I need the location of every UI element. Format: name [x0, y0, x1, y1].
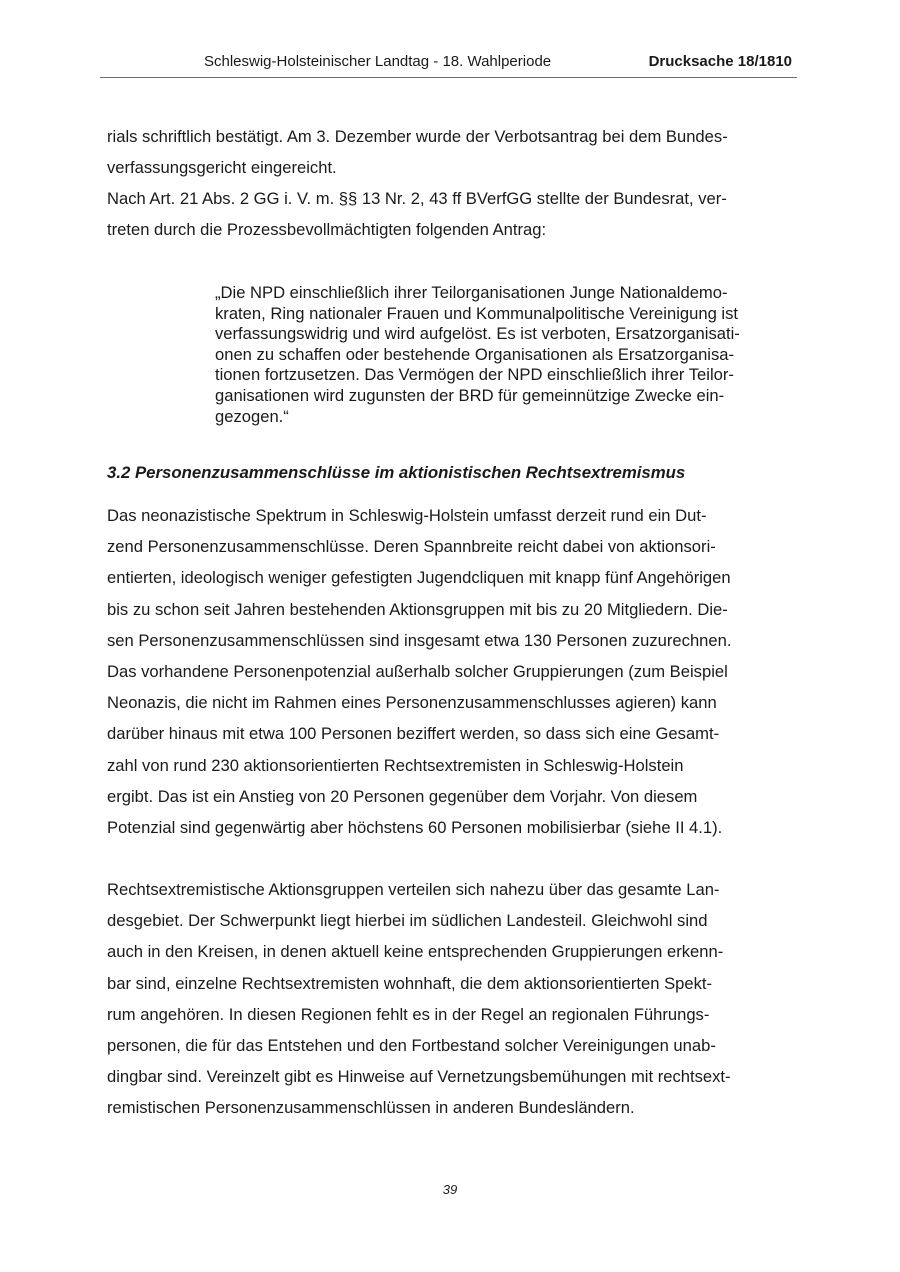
section-paragraph-1 [107, 500, 791, 843]
text-line: Nach Art. 21 Abs. 2 GG i. V. m. §§ 13 Nr. 2, 43 ff BVerfGG stellte der Bundesrat, ver- [107, 189, 727, 208]
text-line: treten durch die Prozessbevollmächtigten folgenden Antrag: [107, 220, 547, 240]
text-line: zahl von rund 230 aktionsorientierten Rechtsextremisten in Schleswig-Holstein [107, 755, 684, 775]
text-line: personen, die für das Entstehen und den Fortbestand solcher Vereinigungen unab- [107, 1036, 716, 1056]
quote-line: „Die NPD einschließlich ihrer Teilorganisationen Junge Nationaldemo- [215, 283, 728, 302]
text-line: remistischen Personenzusammenschlüssen in anderen Bundesländern. [107, 1098, 635, 1118]
text-line: sen Personenzusammenschlüssen sind insgesamt etwa 130 Personen zuzurechnen. [107, 630, 732, 650]
text-line: bis zu schon seit Jahren bestehenden Aktionsgruppen mit bis zu 20 Mitgliedern. Die- [107, 599, 728, 619]
text-line: entierten, ideologisch weniger gefestigten Jugendcliquen mit knapp fünf Angehörigen [107, 568, 731, 588]
intro-paragraph-1 [107, 121, 791, 183]
text-line: darüber hinaus mit etwa 100 Personen beziffert werden, so dass sich eine Gesamt- [107, 724, 720, 744]
header-title: Schleswig-Holsteinischer Landtag - 18. Wahlperiode [204, 53, 552, 70]
intro-paragraph-2 [107, 183, 791, 245]
document-number: Drucksache 18/1810 [648, 53, 792, 70]
page-header [100, 50, 797, 78]
quote-line: verfassungswidrig und wird aufgelöst. Es ist verboten, Ersatzorganisati- [215, 324, 740, 344]
quote-line: tionen fortzusetzen. Das Vermögen der NPD einschließlich ihrer Teilor- [215, 365, 734, 385]
motion-quote [215, 283, 791, 427]
text-line: dingbar sind. Vereinzelt gibt es Hinweise auf Vernetzungsbemühungen mit rechtsext- [107, 1067, 731, 1087]
page-number: 39 [442, 1182, 458, 1197]
quote-line: gezogen.“ [215, 406, 289, 426]
text-line: rum angehören. In diesen Regionen fehlt es in der Regel an regionalen Führungs- [107, 1004, 710, 1024]
quote-line: onen zu schaffen oder bestehende Organisationen als Ersatzorganisa- [215, 344, 735, 364]
quote-line: ganisationen wird zugunsten der BRD für gemeinnützige Zwecke ein- [215, 385, 725, 405]
text-line: ergibt. Das ist ein Anstieg von 20 Personen gegenüber dem Vorjahr. Von diesem [107, 786, 698, 806]
section-heading: 3.2 Personenzusammenschlüsse im aktionistischen Rechtsextremismus [107, 463, 686, 482]
section-paragraph-2 [107, 874, 791, 1124]
text-line: Neonazis, die nicht im Rahmen eines Personenzusammenschlusses agieren) kann [107, 693, 717, 713]
text-line: Rechtsextremistische Aktionsgruppen verteilen sich nahezu über das gesamte Lan- [107, 880, 720, 899]
text-line: Das vorhandene Personenpotenzial außerhalb solcher Gruppierungen (zum Beispiel [107, 662, 728, 682]
text-line: auch in den Kreisen, in denen aktuell keine entsprechenden Gruppierungen erkenn- [107, 942, 724, 962]
text-line: zend Personenzusammenschlüsse. Deren Spannbreite reicht dabei von aktionsori- [107, 537, 716, 557]
text-line: desgebiet. Der Schwerpunkt liegt hierbei im südlichen Landesteil. Gleichwohl sind [107, 911, 708, 931]
text-line: Potenzial sind gegenwärtig aber höchstens 60 Personen mobilisierbar (siehe II 4.1). [107, 818, 723, 838]
text-line: bar sind, einzelne Rechtsextremisten wohnhaft, die dem aktionsorientierten Spekt- [107, 973, 713, 993]
text-line: rials schriftlich bestätigt. Am 3. Dezember wurde der Verbotsantrag bei dem Bundes- [107, 127, 728, 146]
text-line: verfassungsgericht eingereicht. [107, 158, 337, 178]
quote-line: kraten, Ring nationaler Frauen und Kommunalpolitische Vereinigung ist [215, 303, 739, 323]
text-line: Das neonazistische Spektrum in Schleswig-Holstein umfasst derzeit rund ein Dut- [107, 506, 707, 525]
